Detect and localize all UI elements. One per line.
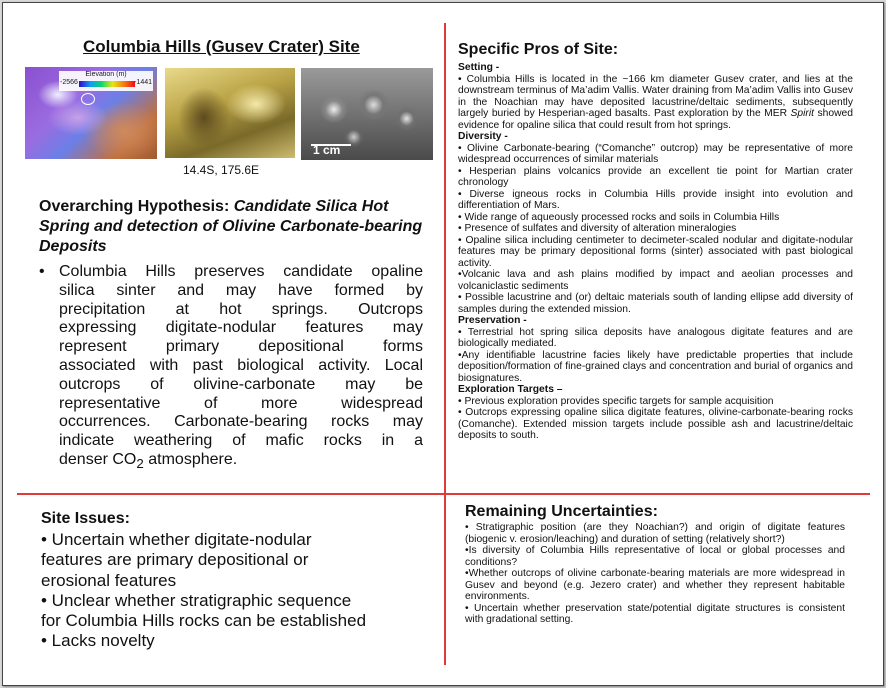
diversity-list xyxy=(458,143,853,316)
pros-content xyxy=(458,62,853,442)
site-issues-list xyxy=(41,530,426,652)
diversity-item: • Opaline silica including centimeter to decimeter-scaled nodular and digitate-nodular features may be primary depositional forms (sinter) associated with past biological activity. xyxy=(458,234,853,269)
setting-text: • Columbia Hills is located in the ~166 km diameter Gusev crater, and lies at the downstream terminus of Ma’adim Vallis. Water draining from Ma’adim Vallis into Gusev in the Noachian may have deposited lacustrine/deltaic sediments, subsequently largely buried by Hesperian-aged basalts. Past exploration by the MER Spirit showed evidence for opaline silica that could result from hot springs. xyxy=(458,73,853,131)
site-location-marker xyxy=(81,93,95,105)
hypothesis-line: Columbia Hills preserves candidate opaline xyxy=(59,263,423,280)
hypothesis-lines xyxy=(59,263,423,451)
hypothesis-line: outcrops of olivine-carbonate may be xyxy=(59,375,423,393)
issue-line: features are primary depositional or xyxy=(41,550,309,570)
uncertainty-item: • Uncertain whether preservation state/potential digitate structures is consistent with gradational setting. xyxy=(465,602,845,625)
exploration-label: Exploration Targets – xyxy=(458,384,563,395)
hypothesis-line: precipitation at hot springs. Outcrops xyxy=(59,300,423,318)
hypothesis-line: expressing digitate-nodular features may xyxy=(59,319,423,337)
diversity-item: • Hesperian plains volcanics provide an excellent tie point for Martian crater chronology xyxy=(458,165,853,188)
hypothesis-line: representative of more widespread xyxy=(59,394,423,412)
issue-line: for Columbia Hills rocks can be established xyxy=(41,611,367,631)
hypothesis-line: silica sinter and may have formed by xyxy=(59,281,423,299)
hypothesis-line: occurrences. Carbonate-bearing rocks may xyxy=(59,413,423,431)
hypothesis-line: represent primary depositional forms xyxy=(59,338,423,356)
hypothesis-lead: Overarching Hypothesis: xyxy=(39,198,234,215)
bullet: • xyxy=(39,263,45,280)
outcrop-image xyxy=(165,68,295,158)
diversity-item: • Olivine Carbonate-bearing (“Comanche” outcrop) may be representative of more widespread occurrences of similar materials xyxy=(458,142,853,165)
uncertainties-heading: Remaining Uncertainties: xyxy=(465,503,658,520)
diversity-item: • Diverse igneous rocks in Columbia Hills provide insight into evolution and differentiation of Mars. xyxy=(458,188,853,211)
hypothesis-last-line: denser $CO_2$ atmosphere. xyxy=(59,450,238,472)
site-issues-heading: Site Issues: xyxy=(41,510,130,527)
uncertainty-item: • Stratigraphic position (are they Noachian?) and origin of digitate features (biogenic v. erosion/leaching) and duration of setting (relatively short?) xyxy=(465,522,845,545)
diversity-item: •Volcanic lava and ash plains modified by impact and aeolian processes and volcaniclastic sediments xyxy=(458,269,853,292)
hypothesis-title: Candidate Silica Hot Spring and detection of Olivine Carbonate-bearing Deposits xyxy=(39,198,423,255)
site-title: Columbia Hills (Gusev Crater) Site xyxy=(83,37,360,56)
hypothesis-heading xyxy=(39,197,424,257)
exploration-list xyxy=(458,396,853,442)
preservation-item: • Terrestrial hot spring silica deposits have analogous digitate features and are biologically mediated. xyxy=(458,326,853,349)
setting-label: Setting - xyxy=(458,62,500,73)
elevation-scale xyxy=(59,71,153,91)
diversity-label: Diversity - xyxy=(458,131,508,142)
elevation-min: -2566 xyxy=(60,79,78,86)
hypothesis-body xyxy=(39,263,423,474)
elevation-scale-title: Elevation (m) xyxy=(85,71,127,78)
elevation-color-bar xyxy=(79,81,135,87)
issue-line: erosional features xyxy=(41,570,177,590)
issue-line: • Unclear whether stratigraphic sequence xyxy=(41,590,352,610)
diversity-item: • Presence of sulfates and diversity of alteration mineralogies xyxy=(458,223,737,234)
preservation-label: Preservation - xyxy=(458,315,527,326)
elevation-map-image xyxy=(25,67,157,159)
slide xyxy=(2,2,884,686)
issue-line: • Lacks novelty xyxy=(41,631,155,651)
vertical-divider xyxy=(444,23,446,665)
exploration-item: • Previous exploration provides specific targets for sample acquisition xyxy=(458,395,774,407)
uncertainties-list xyxy=(465,522,845,626)
exploration-item: • Outcrops expressing opaline silica digitate features, olivine-carbonate-bearing rocks (Comanche). Extended mission targets include possible ash and lacustrine/deltaic deposits to south. xyxy=(458,407,853,441)
issue-line: • Uncertain whether digitate-nodular xyxy=(41,530,312,549)
microscopic-image xyxy=(301,68,433,160)
uncertainty-item: •Whether outcrops of olivine carbonate-bearing materials are more widespread in Gusev and beyond (e.g. Jezero crater) and whether they represent habitable environments. xyxy=(465,568,845,602)
site-coordinates: 14.4S, 175.6E xyxy=(183,163,260,177)
pros-heading: Specific Pros of Site: xyxy=(458,41,619,58)
horizontal-divider xyxy=(17,493,870,495)
uncertainty-item: •Is diversity of Columbia Hills representative of local or global processes and conditions? xyxy=(465,545,845,568)
preservation-list xyxy=(458,327,853,385)
diversity-item: • Possible lacustrine and (or) deltaic materials south of landing ellipse add diversity of samples during the extended mission. xyxy=(458,292,853,315)
preservation-item: •Any identifiable lacustrine facies likely have predictable properties that include deposition/formation of fine-grained clays and concentration and burial of organics and biosignatures. xyxy=(458,349,853,384)
hypothesis-line: associated with past biological activity. Local xyxy=(59,356,423,374)
hypothesis-paragraph xyxy=(39,263,423,474)
scale-bar-label: 1 cm xyxy=(313,143,341,157)
diversity-item: • Wide range of aqueously processed rocks and soils in Columbia Hills xyxy=(458,211,780,223)
elevation-max: -1441 xyxy=(134,79,152,86)
hypothesis-line: indicate weathering of mafic rocks in a xyxy=(59,432,423,450)
